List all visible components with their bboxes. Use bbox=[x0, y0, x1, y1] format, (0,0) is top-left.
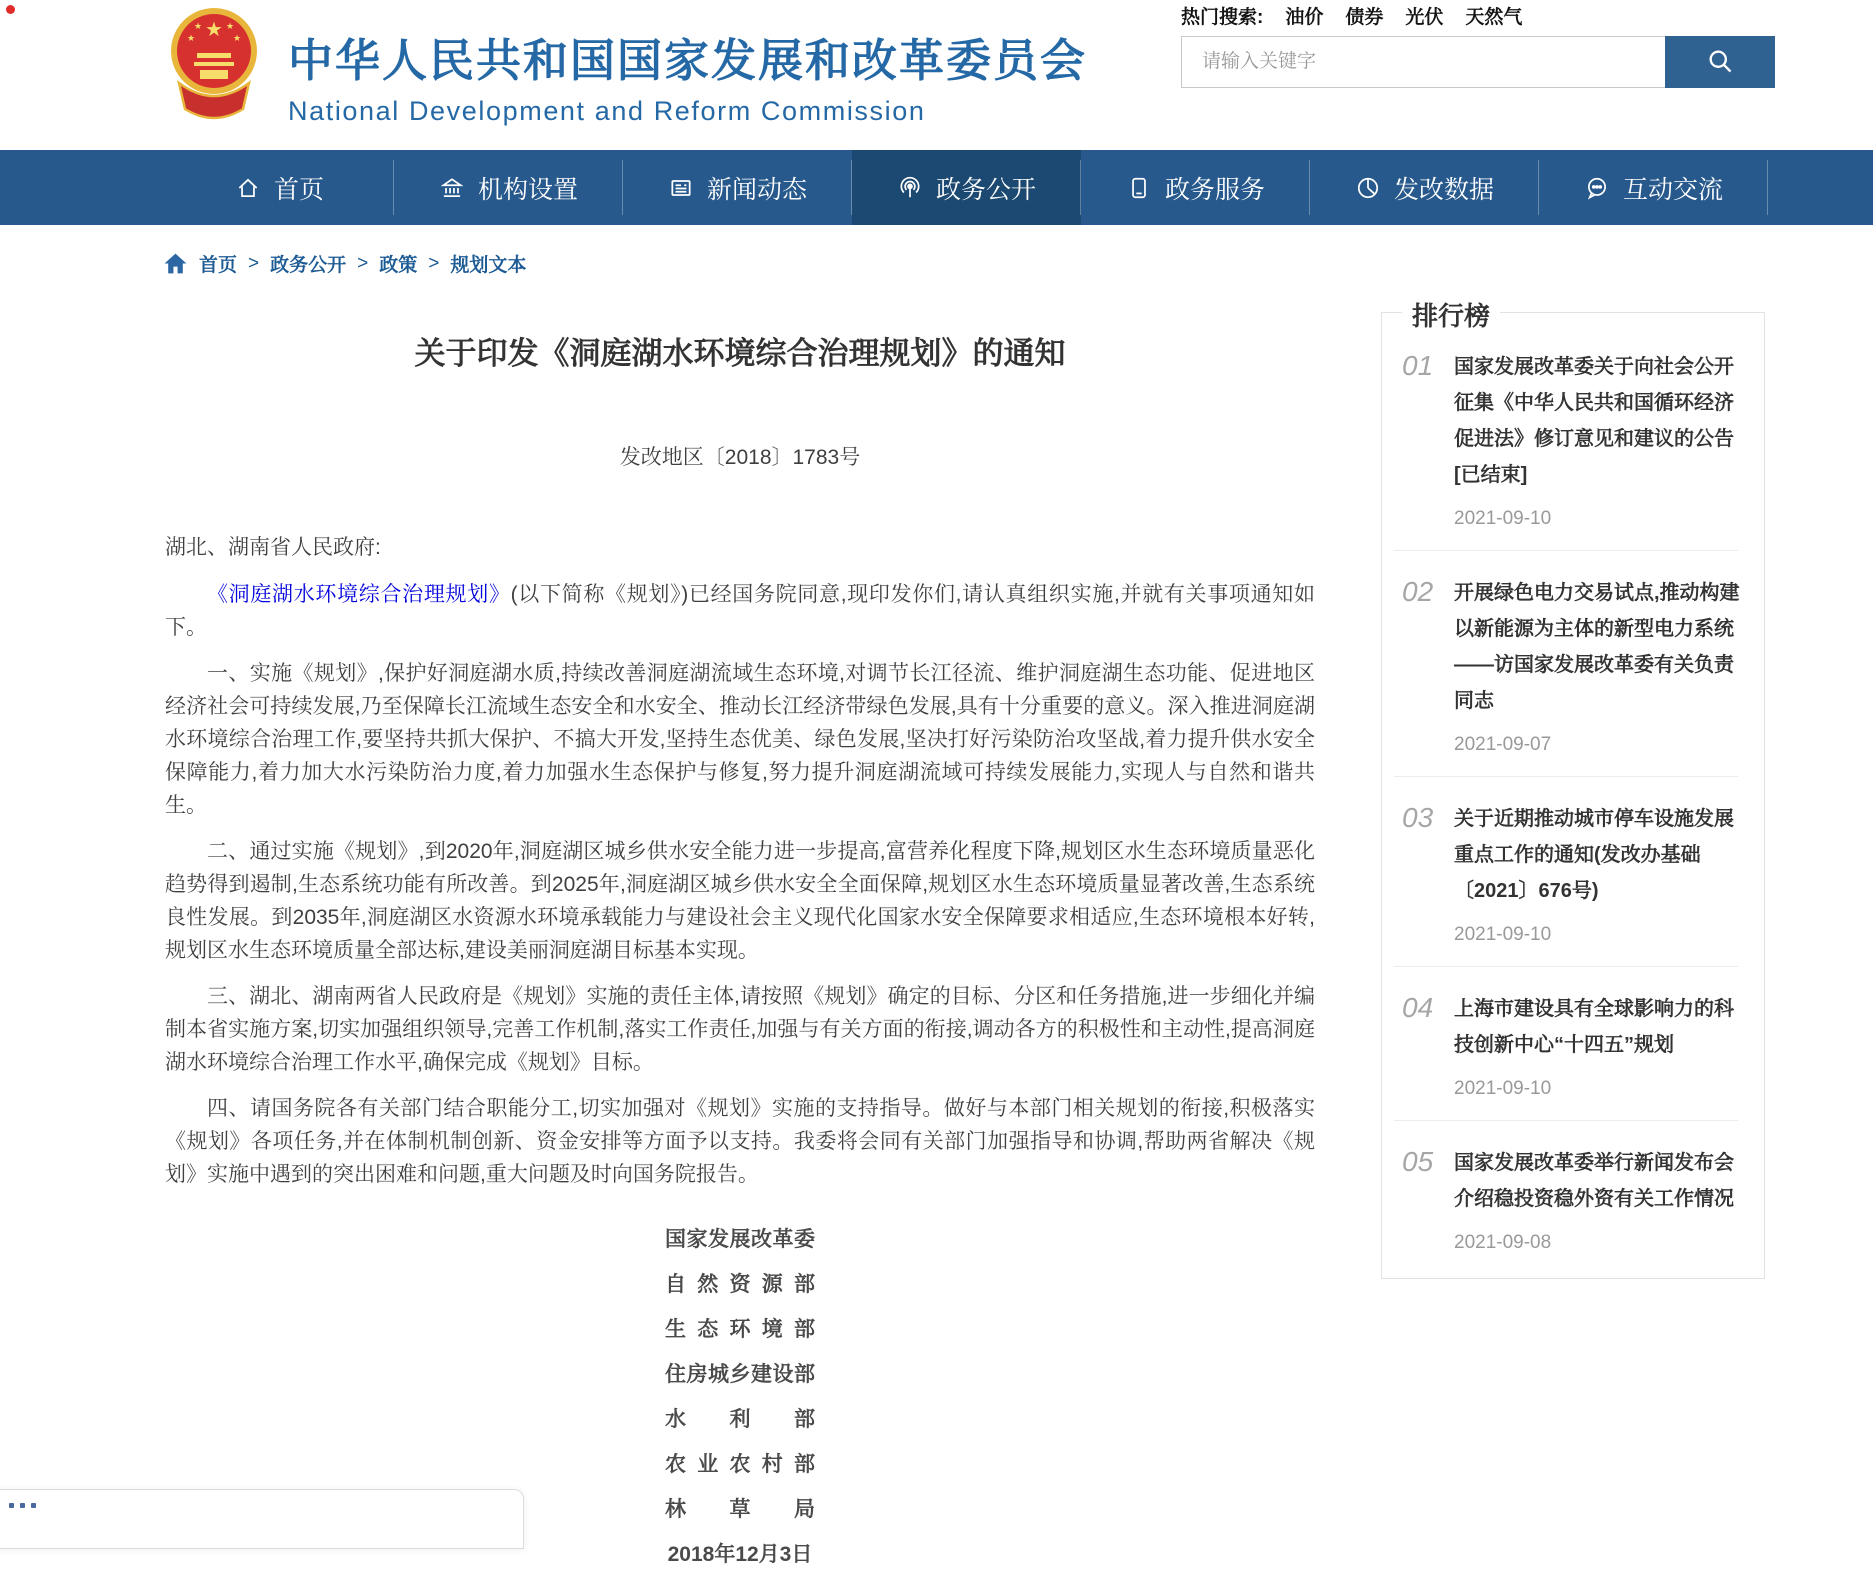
floating-widget[interactable] bbox=[0, 1489, 524, 1549]
breadcrumb-item-planning-text[interactable]: 规划文本 bbox=[450, 255, 527, 276]
ranking-panel bbox=[1381, 301, 1765, 1279]
breadcrumb-home-icon bbox=[163, 251, 188, 276]
paragraph-intro bbox=[165, 578, 1315, 644]
ranking-item bbox=[1382, 551, 1764, 776]
nav-label: 新闻动态 bbox=[706, 175, 807, 204]
nav-label: 首页 bbox=[273, 175, 324, 204]
search-button[interactable] bbox=[1665, 36, 1775, 88]
plan-document-link[interactable]: 《洞庭湖水环境综合治理规划》 bbox=[207, 583, 511, 606]
nav-item-news[interactable] bbox=[623, 150, 852, 225]
nav-label: 政务公开 bbox=[935, 175, 1036, 204]
broadcast-icon bbox=[897, 175, 923, 201]
ranking-item-link[interactable]: 国家发展改革委关于向社会公开征集《中华人民共和国循环经济促进法》修订意见和建议的公告[已结束] bbox=[1454, 356, 1734, 486]
hot-search-term[interactable]: 光伏 bbox=[1405, 7, 1444, 28]
red-dot-icon bbox=[6, 5, 15, 14]
hot-search-term[interactable]: 债券 bbox=[1345, 7, 1384, 28]
document-number: 发改地区〔2018〕1783号 bbox=[619, 446, 861, 469]
breadcrumb-separator: > bbox=[357, 252, 369, 274]
home-icon bbox=[235, 175, 261, 201]
hot-search-term[interactable]: 天然气 bbox=[1465, 7, 1523, 28]
search-bar bbox=[1181, 36, 1775, 88]
ranking-item-link[interactable]: 开展绿色电力交易试点,推动构建以新能源为主体的新型电力系统——访国家发展改革委有关负责同志 bbox=[1454, 582, 1740, 712]
ranking-item bbox=[1382, 777, 1764, 966]
ranking-item-date: 2021-09-10 bbox=[1454, 508, 1552, 529]
paragraph-1: 一、实施《规划》,保护好洞庭湖水质,持续改善洞庭湖流域生态环境,对调节长江径流、维护洞庭湖生态功能、促进地区经济社会可持续发展,乃至保障长江流域生态安全和水安全、推动长江经济带绿色发展,具有十分重要的意义。深入推进洞庭湖水环境综合治理工作,要坚持共抓大保护、不搞大开发,坚持生态优美、绿色发展,坚决打好污染防治攻坚战,着力提升供水安全保障能力,着力加大水污染防治力度,着力加强水生态保护与修复,努力提升洞庭湖流域可持续发展能力,实现人与自然和谐共生。 bbox=[165, 662, 1315, 817]
article bbox=[165, 333, 1315, 1577]
breadcrumb-item-gov-disclosure[interactable]: 政务公开 bbox=[270, 255, 347, 276]
nav-label: 机构设置 bbox=[477, 175, 578, 204]
bank-icon bbox=[439, 175, 465, 201]
ranking-index: 05 bbox=[1402, 1146, 1434, 1177]
ranking-item-date: 2021-09-10 bbox=[1454, 1078, 1552, 1099]
ranking-item-link[interactable]: 关于近期推动城市停车设施发展重点工作的通知(发改办基础〔2021〕676号) bbox=[1454, 808, 1734, 902]
signature-line: 自然资源部 bbox=[665, 1273, 815, 1296]
svg-text:★: ★ bbox=[225, 21, 235, 31]
nav-label: 发改数据 bbox=[1393, 175, 1494, 204]
paragraph-2: 二、通过实施《规划》,到2020年,洞庭湖区城乡供水安全能力进一步提高,富营养化程度下降,规划区水生态环境质量恶化趋势得到遏制,生态系统功能有所改善。到2025年,洞庭湖区城乡供水安全全面保障,规划区水生态环境质量显著改善,生态系统良性发展。到2035年,洞庭湖区水资源水环境承载能力与建设社会主义现代化国家水安全保障要求相适应,生态环境根本好转,规划区水生态环境质量全部达标,建设美丽洞庭湖目标基本实现。 bbox=[165, 840, 1315, 962]
signature-line: 生态环境部 bbox=[665, 1318, 815, 1341]
chat-bubble-icon bbox=[1584, 175, 1610, 201]
main-navbar bbox=[0, 150, 1873, 225]
nav-item-gov-disclosure[interactable] bbox=[852, 150, 1081, 225]
ranking-index: 03 bbox=[1402, 802, 1434, 833]
nav-label: 政务服务 bbox=[1164, 175, 1265, 204]
breadcrumb-separator: > bbox=[248, 252, 260, 274]
nav-item-gov-services[interactable] bbox=[1081, 150, 1310, 225]
tablet-icon bbox=[1126, 175, 1152, 201]
svg-text:★: ★ bbox=[232, 33, 242, 43]
signature-date: 2018年12月3日 bbox=[667, 1543, 813, 1566]
hot-search-term[interactable]: 油价 bbox=[1285, 7, 1324, 28]
nav-item-home[interactable] bbox=[165, 150, 394, 225]
ellipsis-dots-icon bbox=[9, 1503, 36, 1508]
site-title-chinese: 中华人民共和国国家发展和改革委员会 bbox=[288, 35, 1088, 86]
signature-line: 国家发展改革委 bbox=[665, 1228, 815, 1251]
ranking-item-link[interactable]: 国家发展改革委举行新闻发布会 介绍稳投资稳外资有关工作情况 bbox=[1454, 1152, 1734, 1210]
salutation: 湖北、湖南省人民政府: bbox=[165, 536, 381, 559]
hot-search-label: 热门搜索: bbox=[1181, 7, 1264, 28]
site-title-english: National Development and Reform Commission bbox=[288, 96, 926, 126]
breadcrumb bbox=[163, 250, 526, 277]
paragraph-4: 四、请国务院各有关部门结合职能分工,切实加强对《规划》实施的支持指导。做好与本部门相关规划的衔接,积极落实《规划》各项任务,并在体制机制创新、资金安排等方面予以支持。我委将会同有关部门加强指导和协调,帮助两省解决《规划》实施中遇到的突出困难和问题,重大问题及时向国务院报告。 bbox=[165, 1097, 1315, 1186]
breadcrumb-item-policy[interactable]: 政策 bbox=[379, 255, 418, 276]
paragraph-3: 三、湖北、湖南两省人民政府是《规划》实施的责任主体,请按照《规划》确定的目标、分区和任务措施,进一步细化并编制本省实施方案,切实加强组织领导,完善工作机制,落实工作责任,加强与有关方面的衔接,调动各方的积极性和主动性,提高洞庭湖水环境综合治理工作水平,确保完成《规划》目标。 bbox=[165, 985, 1315, 1074]
nav-item-organization[interactable] bbox=[394, 150, 623, 225]
ranking-item-date: 2021-09-10 bbox=[1454, 924, 1552, 945]
ranking-index: 04 bbox=[1402, 992, 1434, 1023]
svg-text:★: ★ bbox=[205, 19, 223, 41]
news-icon bbox=[668, 175, 694, 201]
ranking-item bbox=[1382, 967, 1764, 1120]
ranking-item-link[interactable]: 上海市建设具有全球影响力的科技创新中心“十四五”规划 bbox=[1454, 998, 1734, 1056]
national-emblem-icon bbox=[170, 19, 258, 131]
site-titles bbox=[288, 24, 1087, 127]
hot-search-bar bbox=[1181, 2, 1522, 29]
signature-line: 住房城乡建设部 bbox=[665, 1363, 815, 1386]
ranking-item-date: 2021-09-08 bbox=[1454, 1232, 1552, 1253]
signature-line: 农业农村部 bbox=[665, 1453, 815, 1476]
ranking-item bbox=[1382, 325, 1764, 550]
ranking-item-date: 2021-09-07 bbox=[1454, 734, 1552, 755]
breadcrumb-separator: > bbox=[428, 252, 440, 274]
signature-line: 水利部 bbox=[665, 1408, 815, 1431]
nav-item-interaction[interactable] bbox=[1539, 150, 1768, 225]
signature-line: 林草局 bbox=[665, 1498, 815, 1521]
search-input[interactable] bbox=[1181, 36, 1665, 88]
svg-text:★: ★ bbox=[186, 33, 196, 43]
nav-label: 互动交流 bbox=[1622, 175, 1723, 204]
intro-text: (以下简称《规划》)已经国务院同意,现印发你们,请认真组织实施,并就有关事项通知如下。 bbox=[165, 583, 1315, 639]
breadcrumb-item-home[interactable]: 首页 bbox=[199, 255, 238, 276]
search-icon bbox=[1706, 47, 1734, 78]
ranking-item bbox=[1382, 1121, 1764, 1274]
page-title: 关于印发《洞庭湖水环境综合治理规划》的通知 bbox=[414, 336, 1066, 371]
ranking-index: 02 bbox=[1402, 576, 1434, 607]
nav-item-data[interactable] bbox=[1310, 150, 1539, 225]
ranking-index: 01 bbox=[1402, 350, 1434, 381]
site-logo[interactable] bbox=[170, 3, 258, 132]
pie-chart-icon bbox=[1355, 175, 1381, 201]
ranking-title: 排行榜 bbox=[1402, 296, 1500, 333]
svg-text:★: ★ bbox=[193, 21, 203, 31]
